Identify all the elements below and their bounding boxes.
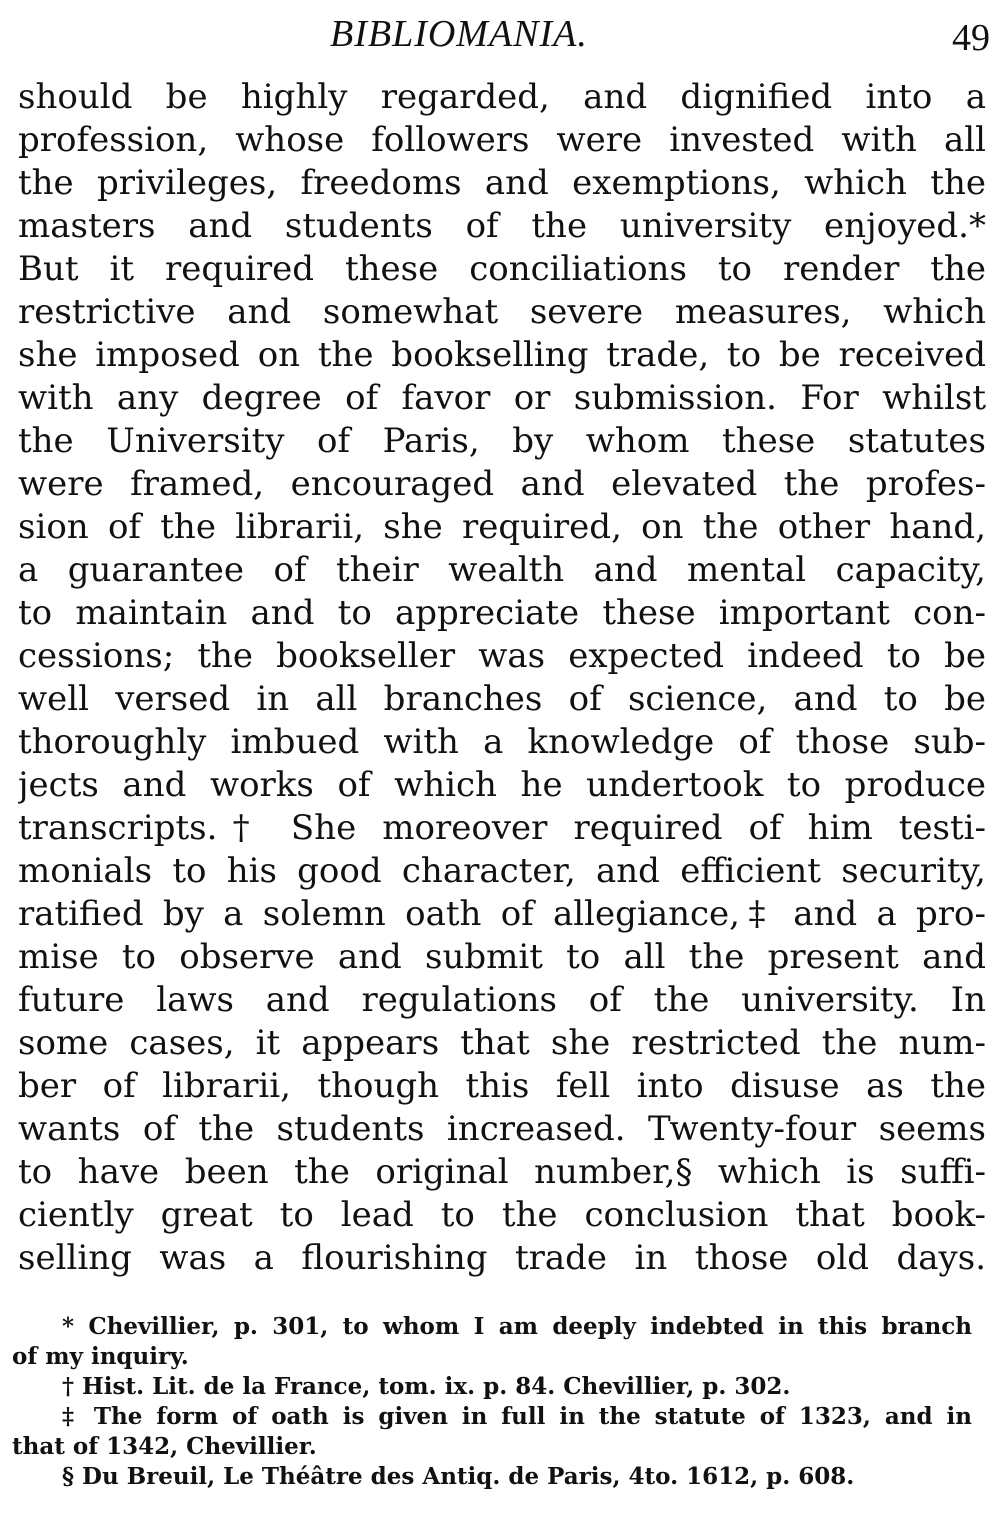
text-line: ber of librarii, though this fell into disuse as the	[18, 1066, 986, 1106]
text-line: thoroughly imbued with a knowledge of those sub-	[18, 722, 986, 762]
footnote-line: § Du Breuil, Le Théâtre des Antiq. de Paris, 4to. 1612, p. 608.	[62, 1463, 855, 1490]
text-line: restrictive and somewhat severe measures, which	[18, 292, 986, 332]
text-line: But it required these conciliations to render the	[18, 249, 986, 289]
footnote-line: of my inquiry.	[12, 1343, 189, 1370]
text-line: sion of the librarii, she required, on the other hand,	[18, 507, 986, 547]
text-line: wants of the students increased. Twenty-four seems	[18, 1109, 986, 1149]
running-title: BIBLIOMANIA.	[330, 13, 588, 55]
text-line: ciently great to lead to the conclusion that book-	[18, 1195, 986, 1235]
text-line: transcripts.† She moreover required of him testi-	[18, 808, 986, 848]
text-line: monials to his good character, and efficient security,	[18, 851, 986, 891]
text-line: masters and students of the university enjoyed.*	[18, 206, 986, 246]
running-head	[0, 8, 1000, 59]
text-line: should be highly regarded, and dignified into a	[18, 77, 986, 117]
text-line: profession, whose followers were invested with all	[18, 120, 986, 160]
text-line: a guarantee of their wealth and mental capacity,	[18, 550, 986, 590]
text-line: to maintain and to appreciate these important con-	[18, 593, 986, 633]
page-number: 49	[952, 17, 990, 59]
text-line: selling was a flourishing trade in those old days.	[18, 1238, 986, 1278]
text-line: jects and works of which he undertook to produce	[18, 765, 986, 805]
text-line: were framed, encouraged and elevated the profes-	[18, 464, 986, 504]
text-line: well versed in all branches of science, and to be	[18, 679, 986, 719]
text-line: the University of Paris, by whom these statutes	[18, 421, 986, 461]
footnote-line: * Chevillier, p. 301, to whom I am deeply indebted in this branch	[62, 1313, 972, 1340]
footnote-line: that of 1342, Chevillier.	[12, 1433, 317, 1460]
text-line: cessions; the bookseller was expected indeed to be	[18, 636, 986, 676]
text-line: she imposed on the bookselling trade, to be received	[18, 335, 986, 375]
text-line: to have been the original number,§ which is suffi-	[18, 1152, 986, 1192]
footnotes	[12, 1312, 972, 1492]
text-line: mise to observe and submit to all the present and	[18, 937, 986, 977]
text-line: with any degree of favor or submission. For whilst	[18, 378, 986, 418]
text-line: some cases, it appears that she restricted the num-	[18, 1023, 986, 1063]
footnote-line: ‡ The form of oath is given in full in the statute of 1323, and in	[62, 1403, 972, 1430]
text-line: ratified by a solemn oath of allegiance,‡ and a pro-	[18, 894, 986, 934]
footnote-line: † Hist. Lit. de la France, tom. ix. p. 84. Chevillier, p. 302.	[62, 1373, 791, 1400]
text-line: future laws and regulations of the university. In	[18, 980, 986, 1020]
body-text	[18, 76, 986, 1280]
text-line: the privileges, freedoms and exemptions, which the	[18, 163, 986, 203]
